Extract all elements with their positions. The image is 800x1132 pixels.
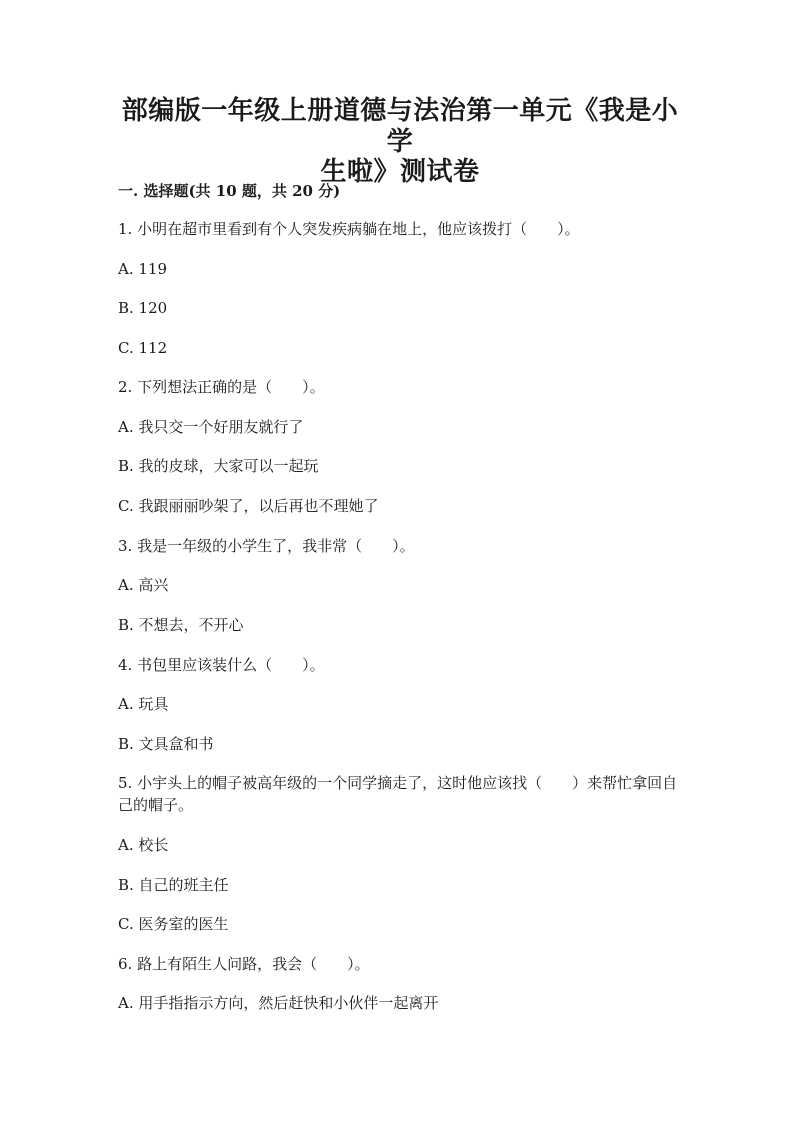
question-2-option-b: B. 我的皮球，大家可以一起玩 <box>118 457 319 475</box>
question-6-stem: 6. 路上有陌生人问路，我会（ ）。 <box>118 955 370 973</box>
question-5-stem: 5. 小宇头上的帽子被高年级的一个同学摘走了，这时他应该找（ ）来帮忙拿回自己的帽子。 <box>118 774 678 814</box>
question-2-stem: 2. 下列想法正确的是（ ）。 <box>118 378 325 396</box>
question-6-option-a: A. 用手指指示方向，然后赶快和小伙伴一起离开 <box>118 994 439 1012</box>
question-4-option-b: B. 文具盒和书 <box>118 735 214 753</box>
question-5-option-a: A. 校长 <box>118 836 169 854</box>
page-title-line-2: 生啦》测试卷 <box>320 157 480 188</box>
question-4-stem: 4. 书包里应该装什么（ ）。 <box>118 656 325 674</box>
question-2-option-a: A. 我只交一个好朋友就行了 <box>118 418 304 436</box>
question-3-option-b: B. 不想去，不开心 <box>118 616 244 634</box>
page-title-line-1: 部编版一年级上册道德与法治第一单元《我是小学 <box>121 96 679 157</box>
question-1-option-c: C. 112 <box>118 339 168 357</box>
question-1-option-a: A. 119 <box>118 260 167 278</box>
question-1-option-b: B. 120 <box>118 299 168 317</box>
question-5-option-b: B. 自己的班主任 <box>118 876 229 894</box>
question-3-stem: 3. 我是一年级的小学生了，我非常（ ）。 <box>118 537 415 555</box>
question-5-option-c: C. 医务室的医生 <box>118 915 229 933</box>
question-3-option-a: A. 高兴 <box>118 576 169 594</box>
question-4-option-a: A. 玩具 <box>118 695 169 713</box>
page-title <box>120 96 680 188</box>
question-1-stem: 1. 小明在超市里看到有个人突发疾病躺在地上，他应该拨打（ ）。 <box>118 220 580 238</box>
question-2-option-c: C. 我跟丽丽吵架了，以后再也不理她了 <box>118 497 379 515</box>
section-heading: 一. 选择题(共 10 题，共 20 分) <box>118 182 341 200</box>
